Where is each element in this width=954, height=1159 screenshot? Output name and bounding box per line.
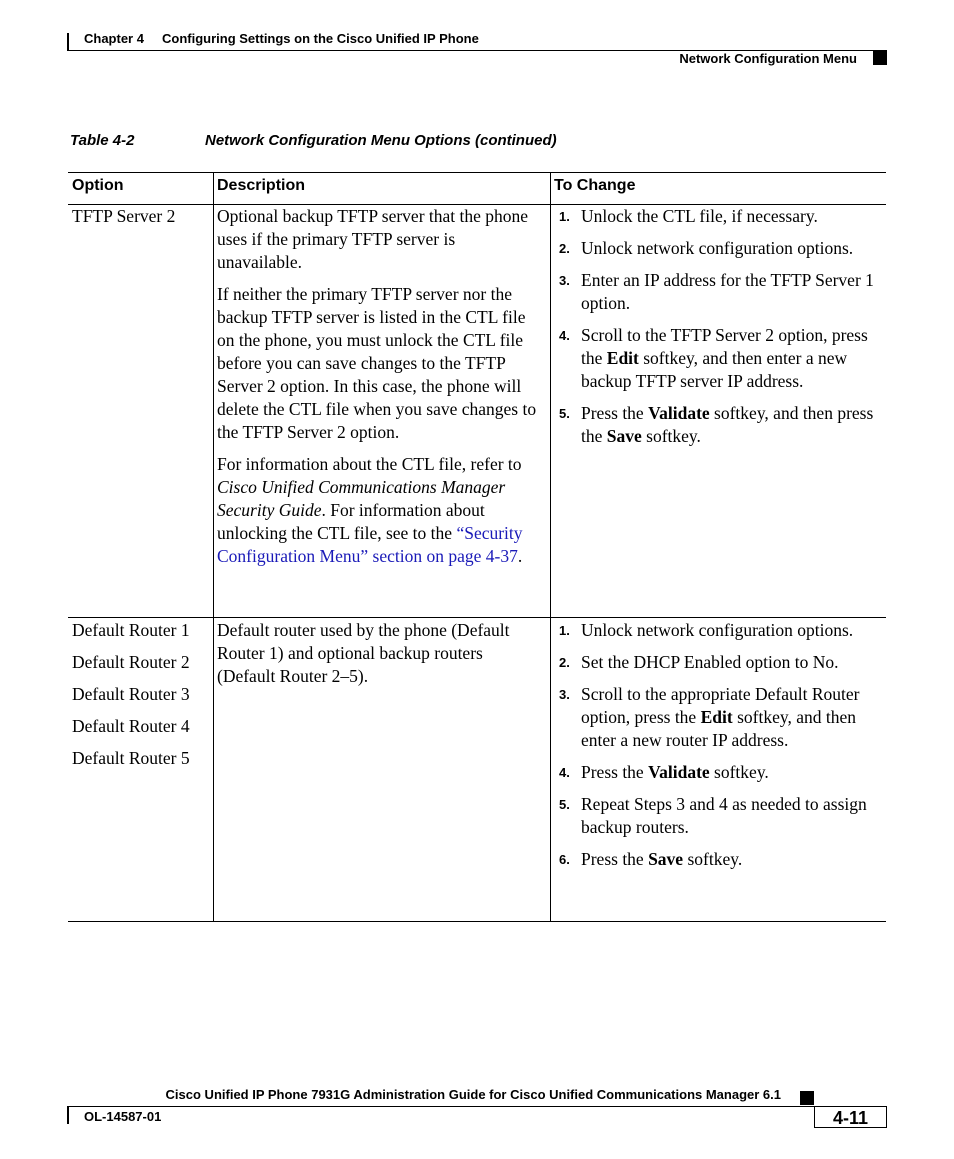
footer-marker-block (800, 1091, 814, 1105)
table-bottom-rule (68, 921, 886, 922)
step-text (581, 324, 881, 393)
step-text: Enter an IP address for the TFTP Server 1 option. (581, 270, 874, 313)
step-item (551, 793, 881, 839)
column-header-description: Description (217, 177, 306, 194)
guide-title-italic: Cisco Unified Communications Manager Security Guide (217, 477, 506, 520)
step-text: Unlock the CTL file, if necessary. (581, 206, 818, 226)
softkey-name: Edit (700, 707, 733, 727)
header-chapter-title: Configuring Settings on the Cisco Unified IP Phone (162, 31, 479, 46)
column-header-to-change: To Change (554, 177, 636, 194)
description-cell (217, 619, 542, 697)
text-run: softkey, and then enter a new router IP address. (581, 707, 856, 750)
step-number: 6. (559, 852, 570, 867)
text-run: . For information about unlocking the CTL file, see to the (217, 500, 485, 543)
table-label: Table 4-2 (70, 132, 135, 149)
step-item (551, 761, 881, 784)
step-text (581, 683, 881, 752)
header-marker-block (873, 51, 887, 65)
step-number: 5. (559, 797, 570, 812)
step-number: 3. (559, 687, 570, 702)
step-text: Set the DHCP Enabled option to No. (581, 652, 839, 672)
footer-doc-number: OL-14587-01 (84, 1109, 162, 1124)
step-item (551, 619, 881, 642)
page-number: 4-11 (814, 1106, 887, 1128)
header-section: Network Configuration Menu (679, 51, 857, 66)
step-item (551, 651, 881, 674)
softkey-name: Save (648, 849, 684, 869)
footer-rule (67, 1106, 887, 1107)
description-cell (217, 205, 542, 577)
header-chapter: Chapter 4 (84, 31, 144, 46)
header-vertical-bar (67, 33, 69, 50)
description-paragraph: Optional backup TFTP server that the phone uses if the primary TFTP server is unavailable. (217, 206, 529, 272)
step-number: 2. (559, 241, 570, 256)
step-item (551, 205, 881, 228)
softkey-name: Save (606, 426, 642, 446)
steps-cell (551, 619, 881, 880)
text-run: Press the (581, 403, 649, 423)
option-name: Default Router 5 (72, 748, 190, 768)
step-number: 5. (559, 406, 570, 421)
step-text: Unlock network configuration options. (581, 238, 854, 258)
text-run: softkey, and then press the (581, 403, 874, 446)
softkey-name: Validate (648, 762, 710, 782)
text-run: softkey, and then enter a new backup TFTP server IP address. (581, 348, 848, 391)
text-run: Press the (581, 762, 649, 782)
footer-vertical-bar (67, 1107, 69, 1124)
step-item (551, 324, 881, 393)
step-number: 3. (559, 273, 570, 288)
description-paragraph (217, 453, 542, 568)
option-cell (72, 205, 210, 237)
table-top-rule (68, 172, 886, 173)
step-item (551, 269, 881, 315)
text-run: Scroll to the appropriate Default Router option, press the (581, 684, 860, 727)
step-text: Repeat Steps 3 and 4 as needed to assign backup routers. (581, 794, 867, 837)
step-text: Unlock network configuration options. (581, 620, 854, 640)
text-run: For information about the CTL file, refer to (217, 454, 522, 474)
step-item (551, 848, 881, 871)
step-item (551, 237, 881, 260)
option-cell (72, 619, 210, 779)
text-run: softkey. (709, 762, 769, 782)
text-run: Press the (581, 849, 649, 869)
column-header-option: Option (72, 177, 124, 194)
step-text (581, 761, 881, 784)
description-paragraph: Default router used by the phone (Default Router 1) and optional backup routers (Default Router 2–5). (217, 620, 510, 686)
table-caption (70, 131, 557, 151)
security-config-link[interactable]: “Security Configuration Menu” section on page 4-37 (217, 523, 523, 566)
option-name: Default Router 2 (72, 652, 190, 672)
option-name: TFTP Server 2 (72, 206, 176, 226)
step-item (551, 683, 881, 752)
footer-guide-title: Cisco Unified IP Phone 7931G Administration Guide for Cisco Unified Communications Manager 6.1 (165, 1087, 781, 1102)
option-name: Default Router 4 (72, 716, 190, 736)
step-number: 1. (559, 623, 570, 638)
text-run: softkey. (683, 849, 743, 869)
step-number: 4. (559, 328, 570, 343)
step-text (581, 848, 881, 871)
softkey-name: Edit (606, 348, 639, 368)
softkey-name: Validate (648, 403, 710, 423)
table-row-rule (68, 617, 886, 618)
description-paragraph: If neither the primary TFTP server nor the backup TFTP server is listed in the CTL file on the phone, you must unlock the CTL file before you can save changes to the TFTP Server 2 option. In this case, the phone will delete the CTL file when you save changes to the TFTP Server 2 option. (217, 284, 537, 442)
option-name: Default Router 3 (72, 684, 190, 704)
column-divider (213, 172, 214, 922)
text-run: Scroll to the TFTP Server 2 option, press the (581, 325, 868, 368)
text-run: . (517, 546, 523, 566)
step-number: 4. (559, 765, 570, 780)
step-item (551, 402, 881, 448)
step-number: 1. (559, 209, 570, 224)
step-number: 2. (559, 655, 570, 670)
steps-cell (551, 205, 881, 457)
table-title: Network Configuration Menu Options (continued) (205, 132, 557, 149)
option-name: Default Router 1 (72, 620, 190, 640)
step-text (581, 402, 881, 448)
text-run: softkey. (641, 426, 701, 446)
